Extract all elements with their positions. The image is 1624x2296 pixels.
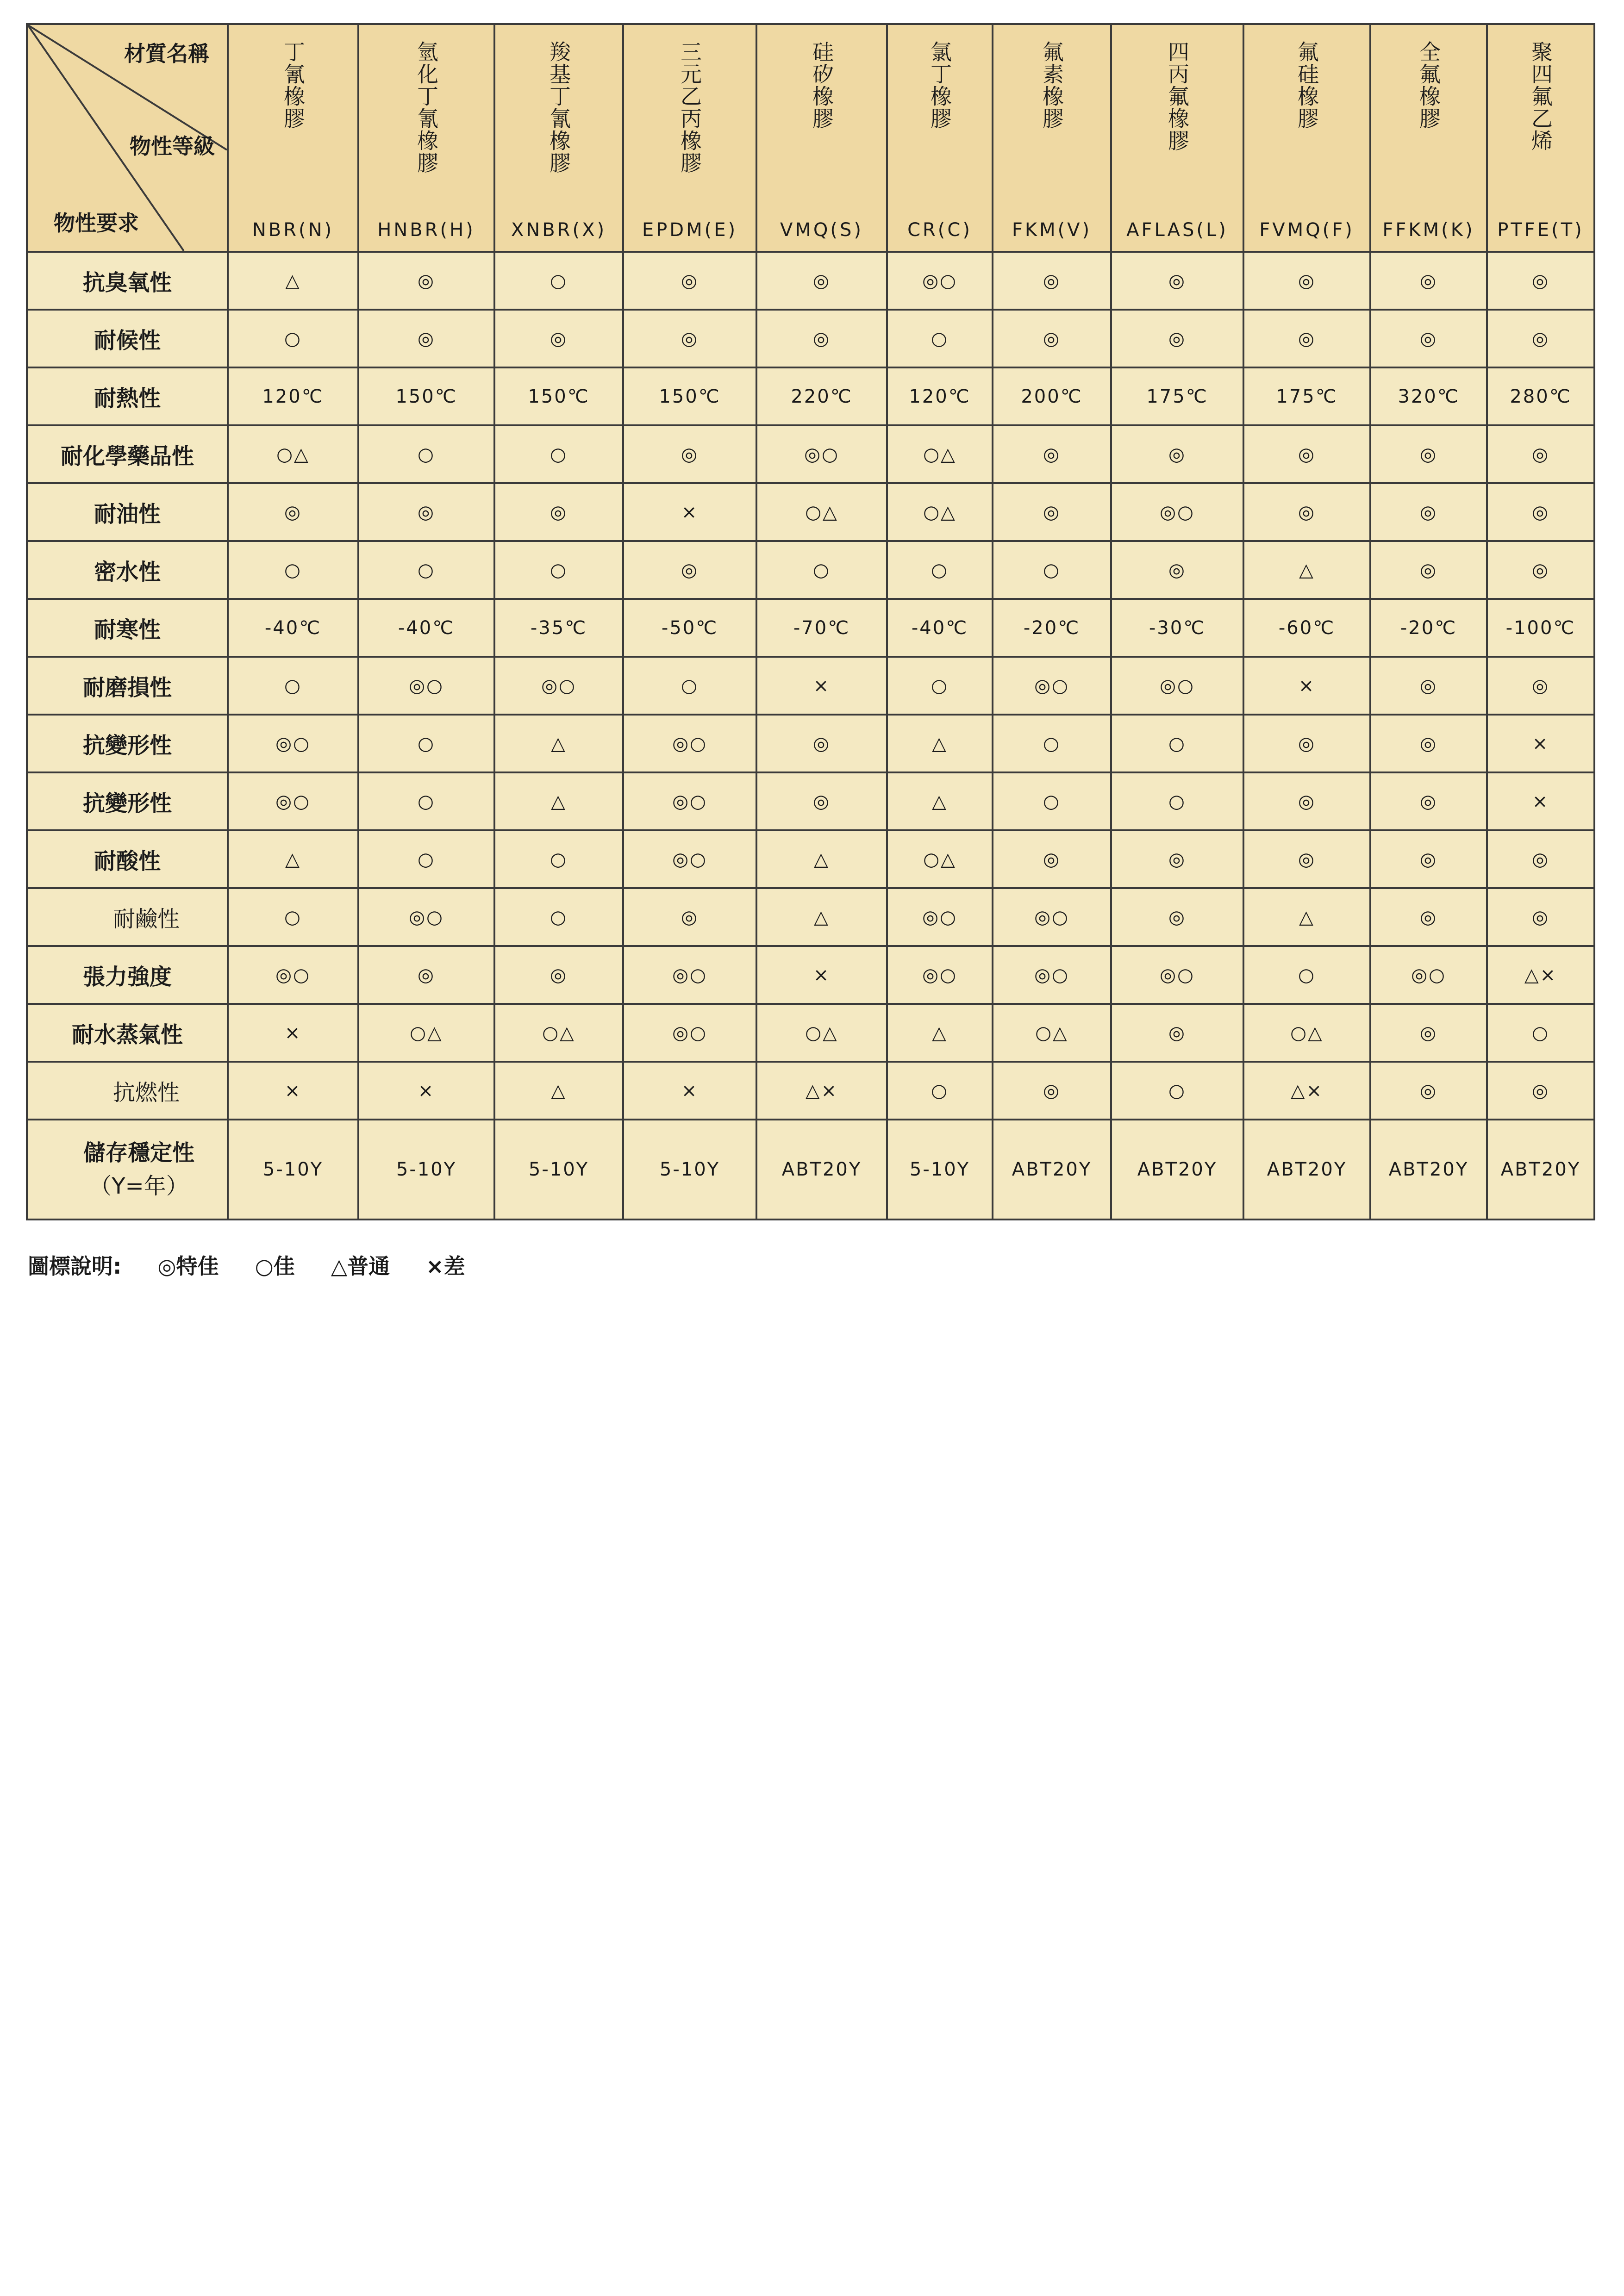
rating-cell: ○△ xyxy=(887,483,993,541)
rating-cell: ◎ xyxy=(1243,830,1370,888)
property-label-cell xyxy=(27,599,228,657)
rating-cell: ◎ xyxy=(1487,252,1594,310)
rating-cell: ◎ xyxy=(623,888,756,946)
rating-cell: ◎○ xyxy=(1111,657,1243,715)
rating-cell: ◎○ xyxy=(623,772,756,830)
rating-cell: ◎○ xyxy=(993,657,1111,715)
material-name: 硅矽橡膠 xyxy=(809,41,834,130)
table-row xyxy=(27,772,1594,830)
rating-cell: ◎○ xyxy=(494,657,623,715)
property-label-note: （Y=年） xyxy=(89,1173,188,1199)
rating-cell: ◎ xyxy=(623,310,756,367)
material-code: FFKM(K) xyxy=(1382,219,1475,241)
legend-title: 圖標說明: xyxy=(28,1254,122,1279)
rating-cell: ◎ xyxy=(1487,657,1594,715)
rating-cell: ◎ xyxy=(993,483,1111,541)
property-label: 耐油性 xyxy=(94,501,161,527)
rating-cell: ABT20Y xyxy=(1370,1120,1487,1220)
rating-cell: ◎ xyxy=(1243,252,1370,310)
rating-cell: ○ xyxy=(1487,1004,1594,1062)
rating-cell: ◎ xyxy=(494,483,623,541)
rating-cell: ◎○ xyxy=(993,888,1111,946)
property-label: 耐水蒸氣性 xyxy=(71,1022,183,1048)
table-row xyxy=(27,1004,1594,1062)
property-label-cell xyxy=(27,1062,228,1120)
rating-cell: ◎ xyxy=(1370,425,1487,483)
rating-cell: △× xyxy=(756,1062,887,1120)
rating-cell: 150℃ xyxy=(623,367,756,425)
corner-label-requirement: 物性要求 xyxy=(54,211,139,236)
rating-cell: △ xyxy=(494,1062,623,1120)
rating-cell: ◎ xyxy=(1111,888,1243,946)
material-name: 四丙氟橡膠 xyxy=(1165,41,1190,152)
rating-cell: ○ xyxy=(358,541,494,599)
rating-cell: -100℃ xyxy=(1487,599,1594,657)
rating-cell: ◎ xyxy=(1370,541,1487,599)
property-label-cell xyxy=(27,888,228,946)
material-name: 全氟橡膠 xyxy=(1416,41,1441,130)
rating-cell: ◎ xyxy=(1370,1004,1487,1062)
rating-cell: ◎○ xyxy=(887,252,993,310)
rating-cell: ◎ xyxy=(1243,425,1370,483)
property-sheet xyxy=(26,23,1595,1220)
rating-cell: ABT20Y xyxy=(756,1120,887,1220)
property-label-cell xyxy=(27,483,228,541)
rating-cell: ◎○ xyxy=(228,946,358,1004)
property-label-cell xyxy=(27,1004,228,1062)
rating-cell: ◎○ xyxy=(623,715,756,772)
rating-cell: ○ xyxy=(756,541,887,599)
rating-cell: × xyxy=(756,946,887,1004)
property-label: 耐鹼性 xyxy=(112,906,180,932)
rating-cell: ◎○ xyxy=(887,888,993,946)
property-label-cell xyxy=(27,946,228,1004)
rating-cell: △ xyxy=(494,715,623,772)
property-label-cell xyxy=(27,1120,228,1220)
rating-cell: ○ xyxy=(494,888,623,946)
property-label-cell xyxy=(27,657,228,715)
rating-cell: ○△ xyxy=(358,1004,494,1062)
rating-cell: ○ xyxy=(228,541,358,599)
rating-cell: ○ xyxy=(228,888,358,946)
table-row xyxy=(27,1120,1594,1220)
rating-cell: ◎ xyxy=(756,772,887,830)
rating-cell: ◎ xyxy=(1370,483,1487,541)
rating-cell: ○ xyxy=(494,541,623,599)
rating-cell: ◎○ xyxy=(756,425,887,483)
rating-cell: △ xyxy=(756,830,887,888)
material-name: 三元乙丙橡膠 xyxy=(677,41,702,174)
rating-cell: ○△ xyxy=(887,425,993,483)
rating-cell: ◎ xyxy=(358,252,494,310)
rating-cell: ○△ xyxy=(494,1004,623,1062)
rating-cell: ◎○ xyxy=(1370,946,1487,1004)
rating-cell: ◎ xyxy=(993,252,1111,310)
rating-cell: △ xyxy=(887,772,993,830)
rating-cell: ○ xyxy=(494,425,623,483)
material-header-cell xyxy=(228,24,358,252)
legend xyxy=(28,1250,494,1280)
material-name: 羧基丁氰橡膠 xyxy=(546,41,571,174)
rating-cell: -70℃ xyxy=(756,599,887,657)
rating-cell: ◎ xyxy=(1370,310,1487,367)
rating-cell: ○ xyxy=(228,657,358,715)
material-code: HNBR(H) xyxy=(377,219,475,241)
material-property-table xyxy=(26,23,1595,1220)
material-header-cell xyxy=(1111,24,1243,252)
corner-header-cell xyxy=(27,24,228,252)
rating-cell: ◎ xyxy=(1487,830,1594,888)
table-row xyxy=(27,715,1594,772)
rating-cell: × xyxy=(623,1062,756,1120)
property-label-cell xyxy=(27,541,228,599)
rating-cell: △ xyxy=(1243,888,1370,946)
property-label: 耐酸性 xyxy=(94,848,161,874)
rating-cell: △ xyxy=(756,888,887,946)
material-code: AFLAS(L) xyxy=(1126,219,1228,241)
rating-cell: ◎ xyxy=(1370,657,1487,715)
table-row xyxy=(27,946,1594,1004)
rating-cell: ◎ xyxy=(993,310,1111,367)
rating-cell: ○△ xyxy=(756,1004,887,1062)
rating-cell: × xyxy=(756,657,887,715)
rating-cell: ◎ xyxy=(1243,772,1370,830)
rating-cell: ◎ xyxy=(494,310,623,367)
rating-cell: ○ xyxy=(993,772,1111,830)
rating-cell: ◎○ xyxy=(228,772,358,830)
rating-cell: ABT20Y xyxy=(1111,1120,1243,1220)
rating-cell: ◎○ xyxy=(623,1004,756,1062)
rating-cell: -30℃ xyxy=(1111,599,1243,657)
rating-cell: 150℃ xyxy=(494,367,623,425)
rating-cell: × xyxy=(228,1062,358,1120)
rating-cell: △ xyxy=(494,772,623,830)
rating-cell: ◎ xyxy=(1370,772,1487,830)
table-row xyxy=(27,367,1594,425)
rating-cell: ◎ xyxy=(623,425,756,483)
table-row xyxy=(27,541,1594,599)
material-header-cell xyxy=(1370,24,1487,252)
material-code: NBR(N) xyxy=(252,219,334,241)
rating-cell: ○ xyxy=(358,830,494,888)
material-name: 聚四氟乙烯 xyxy=(1528,41,1553,152)
rating-cell: 280℃ xyxy=(1487,367,1594,425)
rating-cell: 5-10Y xyxy=(887,1120,993,1220)
rating-cell: ◎○ xyxy=(623,946,756,1004)
property-label: 抗臭氧性 xyxy=(82,270,172,296)
property-label: 耐寒性 xyxy=(94,617,161,643)
rating-cell: ◎ xyxy=(1487,483,1594,541)
rating-cell: ○ xyxy=(1111,772,1243,830)
rating-cell: ◎ xyxy=(1370,715,1487,772)
rating-cell: ○ xyxy=(993,715,1111,772)
rating-cell: ◎○ xyxy=(1111,483,1243,541)
header-row xyxy=(27,24,1594,252)
rating-cell: ◎ xyxy=(228,483,358,541)
material-code: XNBR(X) xyxy=(511,219,607,241)
rating-cell: ◎ xyxy=(623,541,756,599)
property-label: 密水性 xyxy=(94,559,161,585)
material-code: EPDM(E) xyxy=(642,219,738,241)
rating-cell: ◎ xyxy=(993,1062,1111,1120)
rating-cell: ○ xyxy=(887,541,993,599)
legend-item-poor: ×差 xyxy=(426,1254,465,1279)
table-row xyxy=(27,483,1594,541)
rating-cell: △ xyxy=(228,830,358,888)
rating-cell: △ xyxy=(1243,541,1370,599)
material-code: PTFE(T) xyxy=(1497,219,1584,241)
rating-cell: ◎ xyxy=(358,946,494,1004)
rating-cell: -20℃ xyxy=(1370,599,1487,657)
rating-cell: ○△ xyxy=(756,483,887,541)
rating-cell: × xyxy=(228,1004,358,1062)
rating-cell: ◎ xyxy=(1370,830,1487,888)
rating-cell: ○ xyxy=(228,310,358,367)
rating-cell: × xyxy=(358,1062,494,1120)
rating-cell: ABT20Y xyxy=(1487,1120,1594,1220)
material-name: 丁氰橡膠 xyxy=(281,41,306,130)
rating-cell: ◎ xyxy=(1111,830,1243,888)
rating-cell: 5-10Y xyxy=(228,1120,358,1220)
rating-cell: ◎ xyxy=(1111,541,1243,599)
rating-cell: ◎ xyxy=(1243,483,1370,541)
rating-cell: ○ xyxy=(494,830,623,888)
rating-cell: ◎ xyxy=(1111,252,1243,310)
rating-cell: ○ xyxy=(1243,946,1370,1004)
property-label: 耐化學藥品性 xyxy=(60,443,194,469)
material-header-cell xyxy=(358,24,494,252)
material-header-cell xyxy=(993,24,1111,252)
rating-cell: ◎○ xyxy=(358,657,494,715)
rating-cell: ◎ xyxy=(756,715,887,772)
rating-cell: ○ xyxy=(887,1062,993,1120)
property-label-cell xyxy=(27,425,228,483)
rating-cell: △ xyxy=(887,715,993,772)
rating-cell: 320℃ xyxy=(1370,367,1487,425)
rating-cell: ◎ xyxy=(358,483,494,541)
rating-cell: ○ xyxy=(623,657,756,715)
rating-cell: ◎ xyxy=(1487,888,1594,946)
rating-cell: ○ xyxy=(887,657,993,715)
rating-cell: 150℃ xyxy=(358,367,494,425)
rating-cell: ◎ xyxy=(1111,425,1243,483)
rating-cell: ◎ xyxy=(1370,888,1487,946)
rating-cell: × xyxy=(1487,772,1594,830)
rating-cell: 175℃ xyxy=(1111,367,1243,425)
rating-cell: ○ xyxy=(1111,1062,1243,1120)
material-name: 氟硅橡膠 xyxy=(1294,41,1319,130)
table-row xyxy=(27,599,1594,657)
rating-cell: ○ xyxy=(358,772,494,830)
material-name: 氫化丁氰橡膠 xyxy=(414,41,439,174)
material-header-cell xyxy=(1243,24,1370,252)
rating-cell: 200℃ xyxy=(993,367,1111,425)
table-row xyxy=(27,252,1594,310)
rating-cell: ◎ xyxy=(1487,425,1594,483)
rating-cell: 220℃ xyxy=(756,367,887,425)
rating-cell: △ xyxy=(228,252,358,310)
rating-cell: ◎ xyxy=(1487,541,1594,599)
rating-cell: ◎ xyxy=(756,252,887,310)
rating-cell: -20℃ xyxy=(993,599,1111,657)
rating-cell: 5-10Y xyxy=(494,1120,623,1220)
rating-cell: ◎○ xyxy=(1111,946,1243,1004)
property-label: 耐候性 xyxy=(94,328,161,354)
rating-cell: ◎ xyxy=(993,425,1111,483)
rating-cell: ◎ xyxy=(358,310,494,367)
corner-label-grade: 物性等級 xyxy=(130,134,215,159)
rating-cell: ◎ xyxy=(1243,715,1370,772)
rating-cell: ABT20Y xyxy=(1243,1120,1370,1220)
rating-cell: × xyxy=(1243,657,1370,715)
material-code: FKM(V) xyxy=(1012,219,1092,241)
table-row xyxy=(27,830,1594,888)
table-row xyxy=(27,657,1594,715)
property-label: 抗變形性 xyxy=(82,790,172,816)
property-label: 張力強度 xyxy=(82,964,172,990)
rating-cell: ◎ xyxy=(1243,310,1370,367)
table-row xyxy=(27,1062,1594,1120)
rating-cell: -40℃ xyxy=(228,599,358,657)
rating-cell: ○△ xyxy=(993,1004,1111,1062)
table-row xyxy=(27,888,1594,946)
table-row xyxy=(27,310,1594,367)
rating-cell: -35℃ xyxy=(494,599,623,657)
rating-cell: -60℃ xyxy=(1243,599,1370,657)
rating-cell: ◎○ xyxy=(993,946,1111,1004)
rating-cell: ○ xyxy=(494,252,623,310)
material-header-cell xyxy=(1487,24,1594,252)
property-label-cell xyxy=(27,367,228,425)
rating-cell: ○ xyxy=(358,425,494,483)
legend-item-good: ○佳 xyxy=(255,1254,295,1279)
material-header-cell xyxy=(623,24,756,252)
rating-cell: 120℃ xyxy=(228,367,358,425)
rating-cell: ○ xyxy=(1111,715,1243,772)
property-label-cell xyxy=(27,830,228,888)
rating-cell: 5-10Y xyxy=(358,1120,494,1220)
rating-cell: ◎ xyxy=(1370,252,1487,310)
legend-item-excellent: ◎特佳 xyxy=(157,1254,219,1279)
rating-cell: ◎○ xyxy=(887,946,993,1004)
rating-cell: ◎○ xyxy=(623,830,756,888)
property-label: 儲存穩定性 xyxy=(83,1140,194,1166)
material-header-cell xyxy=(494,24,623,252)
rating-cell: -50℃ xyxy=(623,599,756,657)
rating-cell: ◎ xyxy=(756,310,887,367)
material-code: FVMQ(F) xyxy=(1259,219,1355,241)
property-label-cell xyxy=(27,252,228,310)
rating-cell: -40℃ xyxy=(887,599,993,657)
rating-cell: ○ xyxy=(358,715,494,772)
rating-cell: △ xyxy=(887,1004,993,1062)
rating-cell: -40℃ xyxy=(358,599,494,657)
rating-cell: × xyxy=(1487,715,1594,772)
rating-cell: ○△ xyxy=(1243,1004,1370,1062)
rating-cell: 5-10Y xyxy=(623,1120,756,1220)
rating-cell: ABT20Y xyxy=(993,1120,1111,1220)
rating-cell: 120℃ xyxy=(887,367,993,425)
property-label: 耐磨損性 xyxy=(82,675,172,701)
rating-cell: ○ xyxy=(993,541,1111,599)
material-name: 氟素橡膠 xyxy=(1039,41,1064,130)
corner-label-material: 材質名稱 xyxy=(124,41,209,66)
rating-cell: △× xyxy=(1243,1062,1370,1120)
rating-cell: △× xyxy=(1487,946,1594,1004)
property-label-cell xyxy=(27,772,228,830)
material-header-cell xyxy=(756,24,887,252)
rating-cell: ◎ xyxy=(1370,1062,1487,1120)
rating-cell: ◎ xyxy=(1487,1062,1594,1120)
rating-cell: ○ xyxy=(887,310,993,367)
table-body xyxy=(27,252,1594,1220)
rating-cell: ◎ xyxy=(993,830,1111,888)
material-code: VMQ(S) xyxy=(780,219,863,241)
property-label-cell xyxy=(27,715,228,772)
rating-cell: ◎○ xyxy=(358,888,494,946)
material-header-cell xyxy=(887,24,993,252)
material-code: CR(C) xyxy=(907,219,972,241)
rating-cell: ◎ xyxy=(1111,310,1243,367)
rating-cell: ◎○ xyxy=(228,715,358,772)
rating-cell: ◎ xyxy=(1111,1004,1243,1062)
rating-cell: ○△ xyxy=(887,830,993,888)
material-name: 氯丁橡膠 xyxy=(927,41,952,130)
rating-cell: ◎ xyxy=(623,252,756,310)
property-label: 抗變形性 xyxy=(82,733,172,759)
property-label: 耐熱性 xyxy=(94,386,161,411)
rating-cell: ○△ xyxy=(228,425,358,483)
property-label-cell xyxy=(27,310,228,367)
rating-cell: 175℃ xyxy=(1243,367,1370,425)
rating-cell: × xyxy=(623,483,756,541)
legend-item-average: △普通 xyxy=(331,1254,390,1279)
rating-cell: ◎ xyxy=(494,946,623,1004)
table-row xyxy=(27,425,1594,483)
property-label: 抗燃性 xyxy=(112,1080,180,1106)
rating-cell: ◎ xyxy=(1487,310,1594,367)
